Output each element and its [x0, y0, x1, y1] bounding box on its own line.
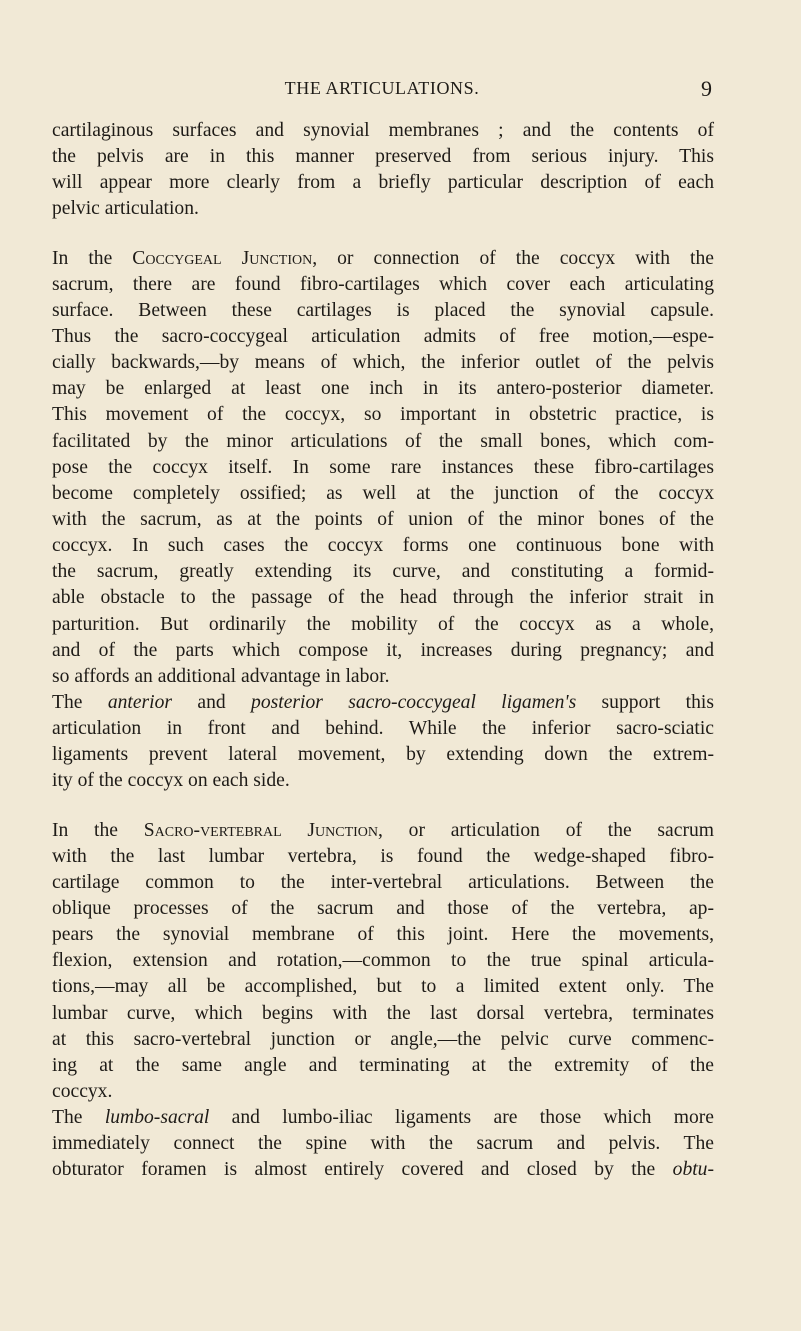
text-run: obturator foramen is almost entirely covered and closed by the [52, 1159, 673, 1181]
text-line: oblique processes of the sacrum and those of the vertebra, ap- [52, 897, 714, 919]
running-head [52, 78, 712, 104]
text-line: at this sacro-vertebral junction or angle,—the pelvic curve commenc- [52, 1028, 714, 1050]
running-title: THE ARTICULATIONS. [284, 78, 480, 98]
italic-term: lumbo-sacral [104, 1107, 210, 1129]
text-line: pose the coccyx itself. In some rare instances these fibro-cartilages [52, 456, 714, 478]
section-term: Sacro-vertebral Junction [143, 819, 379, 841]
text-line [52, 818, 714, 844]
text-line: the pelvis are in this manner preserved from serious injury. This [52, 146, 714, 168]
text-run: The [52, 691, 108, 713]
text-run: The [52, 1107, 105, 1129]
paragraph [52, 246, 714, 690]
section-term: Coccygeal Junction [132, 247, 313, 269]
text-line: cially backwards,—by means of which, the inferior outlet of the pelvis [52, 352, 714, 374]
text-line [52, 246, 714, 272]
text-run: and [172, 691, 252, 713]
text-line: will appear more clearly from a briefly particular description of each [52, 172, 714, 194]
text-line: so affords an additional advantage in labor. [52, 665, 390, 687]
text-line: ity of the coccyx on each side. [52, 770, 290, 792]
text-line: immediately connect the spine with the sacrum and pelvis. The [52, 1133, 714, 1155]
text-line: facilitated by the minor articulations of the small bones, which com- [52, 430, 714, 452]
text-run: In the [52, 819, 144, 841]
text-run: and lumbo-iliac ligaments are those which more [209, 1107, 714, 1129]
text-line: pears the synovial membrane of this joint. Here the movements, [52, 924, 714, 946]
text-line: tions,—may all be accomplished, but to a limited extent only. The [52, 976, 714, 998]
text-line: may be enlarged at least one inch in its antero-posterior diameter. [52, 378, 714, 400]
text-line [52, 690, 714, 716]
text-line: ing at the same angle and terminating at the extremity of the [52, 1054, 714, 1076]
text-line: sacrum, there are found fibro-cartilages which cover each articulating [52, 273, 714, 295]
text-line: articulation in front and behind. While the inferior sacro-sciatic [52, 718, 714, 740]
italic-term: anterior [107, 691, 173, 713]
text-line: coccyx. [52, 1080, 113, 1102]
text-line: lumbar curve, which begins with the last dorsal vertebra, terminates [52, 1002, 714, 1024]
paragraph [52, 118, 714, 223]
text-line: surface. Between these cartilages is placed the synovial capsule. [52, 299, 714, 321]
page-number: 9 [701, 76, 712, 101]
text-line: Thus the sacro-coccygeal articulation admits of free motion,—espe- [52, 325, 714, 347]
text-run: In the [52, 247, 133, 269]
text-line: become completely ossified; as well at the junction of the coccyx [52, 482, 714, 504]
page-body [52, 118, 714, 1183]
text-line: ligaments prevent lateral movement, by extending down the extrem- [52, 744, 714, 766]
text-line: coccyx. In such cases the coccyx forms one continuous bone with [52, 535, 714, 557]
text-line: with the sacrum, as at the points of union of the minor bones of the [52, 508, 714, 530]
italic-term: obtu- [672, 1159, 714, 1181]
text-line [52, 1157, 714, 1183]
text-line: cartilage common to the inter-vertebral articulations. Between the [52, 871, 714, 893]
text-run: , or articulation of the sacrum [378, 819, 715, 841]
paragraph [52, 690, 714, 795]
text-line: parturition. But ordinarily the mobility of the coccyx as a whole, [52, 613, 714, 635]
text-run: , or connection of the coccyx with the [312, 247, 714, 269]
text-line: pelvic articulation. [52, 198, 199, 220]
text-line: This movement of the coccyx, so important in obstetric practice, is [52, 404, 714, 426]
italic-term: posterior sacro-coccygeal ligamen's [251, 691, 577, 713]
paragraph [52, 1105, 714, 1183]
text-line: with the last lumbar vertebra, is found the wedge-shaped fibro- [52, 845, 714, 867]
text-line [52, 1105, 714, 1131]
text-line: the sacrum, greatly extending its curve, and constituting a formid- [52, 561, 714, 583]
text-line: and of the parts which compose it, increases during pregnancy; and [52, 639, 714, 661]
text-run: support this [576, 691, 714, 713]
text-line: flexion, extension and rotation,—common to the true spinal articula- [52, 950, 714, 972]
paragraph [52, 818, 714, 1106]
text-line: cartilaginous surfaces and synovial membranes ; and the contents of [52, 120, 714, 141]
text-line: able obstacle to the passage of the head through the inferior strait in [52, 587, 714, 609]
